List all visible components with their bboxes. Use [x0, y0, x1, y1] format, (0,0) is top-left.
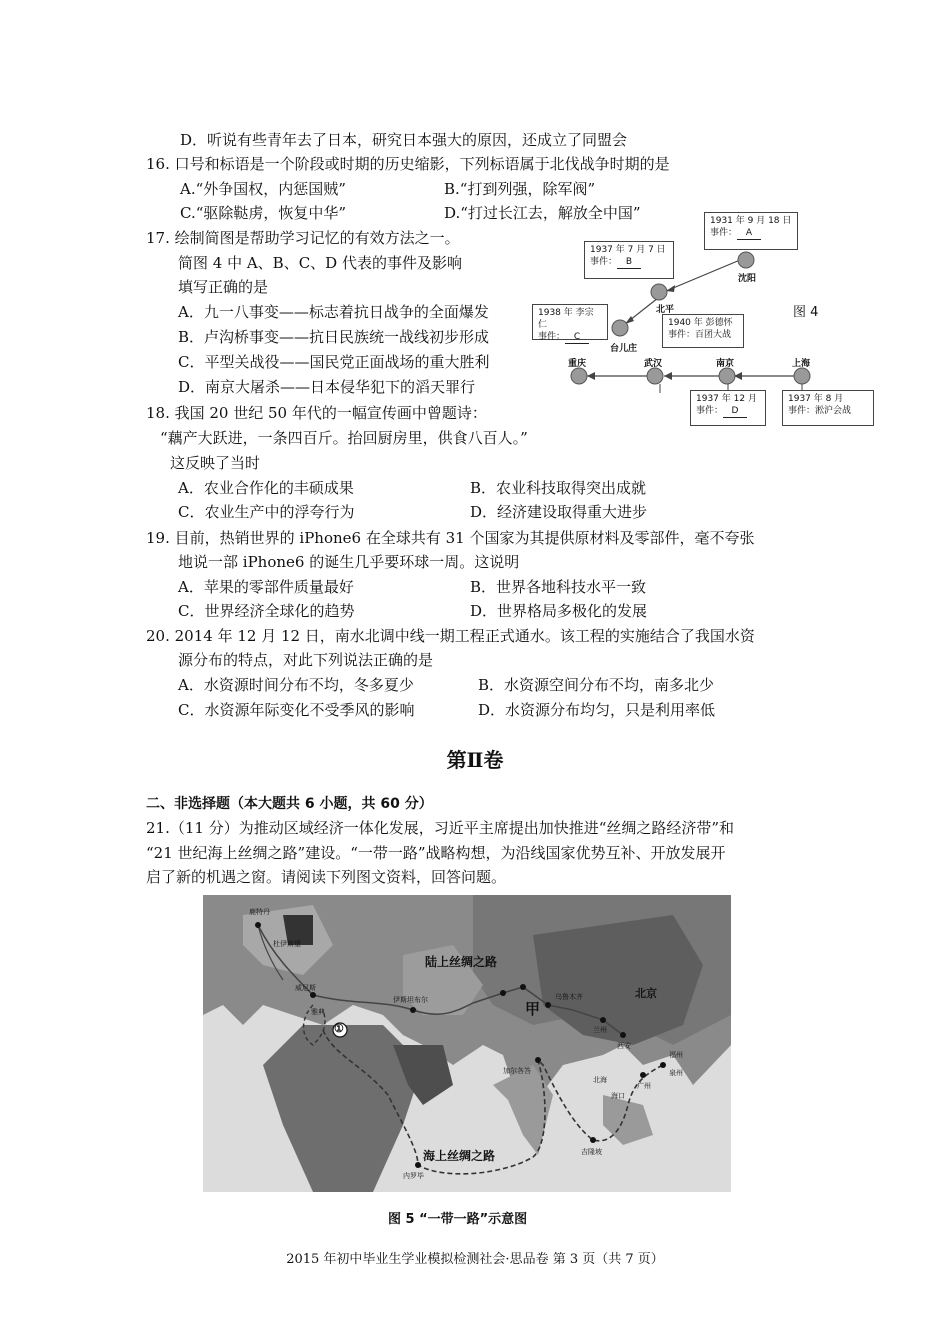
fig4-box-1938	[532, 304, 608, 340]
map-marker-1: ①	[334, 1022, 344, 1035]
map-place: 鹿特丹	[249, 908, 270, 916]
fig4-box-event: 事件： C	[538, 331, 602, 344]
fig4-box-event: 事件： D	[696, 405, 760, 418]
q16-option-a: A.“外争国权，内惩国贼”	[180, 180, 346, 198]
fig4-box-event: 事件：淞沪会战	[788, 406, 852, 416]
map-place: 内罗毕	[403, 1172, 424, 1180]
q16-option-b: B.“打到列强，除军阀”	[444, 180, 596, 198]
fig4-label: 图 4	[793, 305, 819, 320]
fig4-blank-b: B	[617, 256, 641, 269]
q15-option-d: D．听说有些青年去了日本，研究日本强大的原因，还成立了同盟会	[180, 131, 628, 149]
q17-stem-3: 填写正确的是	[178, 278, 269, 296]
map-place: 北海	[593, 1076, 607, 1084]
q21-line-1: 21.（11 分）为推动区域经济一体化发展，习近平主席提出加快推进“丝绸之路经济带”和	[146, 819, 735, 837]
map-place: 杜伊斯堡	[273, 940, 301, 948]
section-heading: 二、非选择题（本大题共 6 小题，共 60 分）	[146, 796, 433, 812]
figure-5-caption: 图 5 “一带一路”示意图	[388, 1212, 528, 1227]
map-place: 乌鲁木齐	[555, 993, 583, 1001]
q18-option-c: C．农业生产中的浮夸行为	[178, 503, 355, 521]
map-place: 西安	[617, 1042, 631, 1050]
q20-option-d: D．水资源分布均匀，只是利用率低	[478, 701, 716, 719]
fig4-box-date: 1937 年 8 月	[788, 394, 844, 404]
q17-option-a: A．九一八事变——标志着抗日战争的全面爆发	[178, 303, 489, 321]
fig4-box-event: 事件：百团大战	[668, 330, 732, 340]
q18-stem-2: 这反映了当时	[170, 454, 261, 472]
q19-option-b: B．世界各地科技水平一致	[470, 578, 647, 596]
fig4-blank-d: D	[723, 405, 747, 418]
q17-option-d: D．南京大屠杀——日本侵华犯下的滔天罪行	[178, 378, 476, 396]
fig4-box-event: 事件： A	[710, 227, 792, 240]
map-place: 广州	[637, 1082, 651, 1090]
page-footer: 2015 年初中毕业生学业模拟检测社会·思品卷 第 3 页（共 7 页）	[286, 1252, 664, 1267]
q18-option-a: A．农业合作化的丰硕成果	[178, 479, 354, 497]
q20-stem-2: 源分布的特点，对此下列说法正确的是	[178, 651, 434, 669]
fig4-box-event: 事件： B	[590, 256, 668, 269]
map-sea-route-label: 海上丝绸之路	[423, 1149, 496, 1163]
q16-option-c: C.“驱除鞑虏，恢复中华”	[180, 204, 347, 222]
q19-stem-2: 地说一部 iPhone6 的诞生几乎要环球一周。这说明	[178, 553, 520, 571]
q18-option-b: B．农业科技取得突出成就	[470, 479, 647, 497]
figure-5-map	[203, 895, 731, 1192]
q17-stem-1: 17. 绘制简图是帮助学习记忆的有效方法之一。	[146, 229, 460, 247]
q17-stem-2: 简图 4 中 A、B、C、D 代表的事件及影响	[178, 254, 462, 272]
q21-line-2: “21 世纪海上丝绸之路”建设。“一带一路”战略构想，为沿线国家优势互补、开放发展开	[146, 844, 726, 862]
map-place: 福州	[669, 1051, 683, 1059]
fig4-city-shanghai: 上海	[792, 359, 811, 369]
map-place: 泉州	[669, 1069, 683, 1077]
fig4-box-1937-12	[690, 390, 766, 426]
fig4-blank-c: C	[565, 331, 589, 344]
q19-option-d: D．世界格局多极化的发展	[470, 602, 648, 620]
map-jia-label: 甲	[525, 1000, 541, 1018]
map-place: 加尔各答	[503, 1067, 531, 1075]
q17-option-c: C．平型关战役——国民党正面战场的重大胜利	[178, 353, 490, 371]
section-title: 第Ⅱ卷	[446, 748, 504, 772]
fig4-city-wuhan: 武汉	[644, 359, 663, 369]
map-place: 雅典	[311, 1008, 325, 1016]
q20-option-c: C．水资源年际变化不受季风的影响	[178, 701, 415, 719]
fig4-box-date: 1937 年 12 月	[696, 394, 757, 404]
q20-option-a: A．水资源时间分布不均，冬多夏少	[178, 676, 414, 694]
fig4-city-nanjing: 南京	[716, 359, 735, 369]
q21-line-3: 启了新的机遇之窗。请阅读下列图文资料，回答问题。	[146, 868, 507, 886]
map-land-route-label: 陆上丝绸之路	[425, 955, 498, 969]
map-place: 吉隆坡	[581, 1148, 602, 1156]
q20-option-b: B．水资源空间分布不均，南多北少	[478, 676, 715, 694]
q17-option-b: B．卢沟桥事变——抗日民族统一战线初步形成	[178, 328, 490, 346]
map-place: 伊斯坦布尔	[393, 996, 428, 1004]
map-beijing-label: 北京	[635, 987, 657, 1000]
fig4-blank-a: A	[737, 227, 761, 240]
fig4-city-taierzhuang: 台儿庄	[610, 344, 638, 354]
fig4-city-beiping: 北平	[656, 305, 675, 315]
q19-option-c: C．世界经济全球化的趋势	[178, 602, 355, 620]
q16-stem: 16. 口号和标语是一个阶段或时期的历史缩影，下列标语属于北伐战争时期的是	[146, 155, 670, 173]
fig4-box-1931	[704, 212, 798, 250]
map-place: 海口	[611, 1092, 625, 1100]
map-place: 威尼斯	[295, 984, 316, 992]
map-place: 兰州	[593, 1026, 607, 1034]
q20-stem-1: 20. 2014 年 12 月 12 日，南水北调中线一期工程正式通水。该工程的实施结合了我国水资	[146, 627, 755, 645]
fig4-box-date: 1938 年 李宗仁	[538, 308, 594, 330]
q18-stem: 18. 我国 20 世纪 50 年代的一幅宣传画中曾题诗：	[146, 404, 487, 422]
figure-4-diagram	[528, 208, 878, 430]
q19-stem-1: 19. 目前，热销世界的 iPhone6 在全球共有 31 个国家为其提供原材料及零部件，毫不夸张	[146, 529, 755, 547]
fig4-box-1937-7	[584, 241, 674, 279]
q19-option-a: A．苹果的零部件质量最好	[178, 578, 354, 596]
fig4-city-shenyang: 沈阳	[738, 274, 757, 284]
fig4-city-chongqing: 重庆	[568, 359, 587, 369]
fig4-box-date: 1937 年 7 月 7 日	[590, 245, 666, 255]
fig4-box-date: 1931 年 9 月 18 日	[710, 216, 792, 226]
fig4-box-1937-8	[782, 390, 874, 426]
q18-option-d: D．经济建设取得重大进步	[470, 503, 648, 521]
fig4-box-date: 1940 年 彭德怀	[668, 318, 733, 328]
fig4-box-1940	[662, 314, 744, 348]
q16-option-d: D.“打过长江去，解放全中国”	[444, 204, 641, 222]
q18-poem: “藕产大跃进，一条四百斤。抬回厨房里，供食八百人。”	[160, 429, 528, 447]
